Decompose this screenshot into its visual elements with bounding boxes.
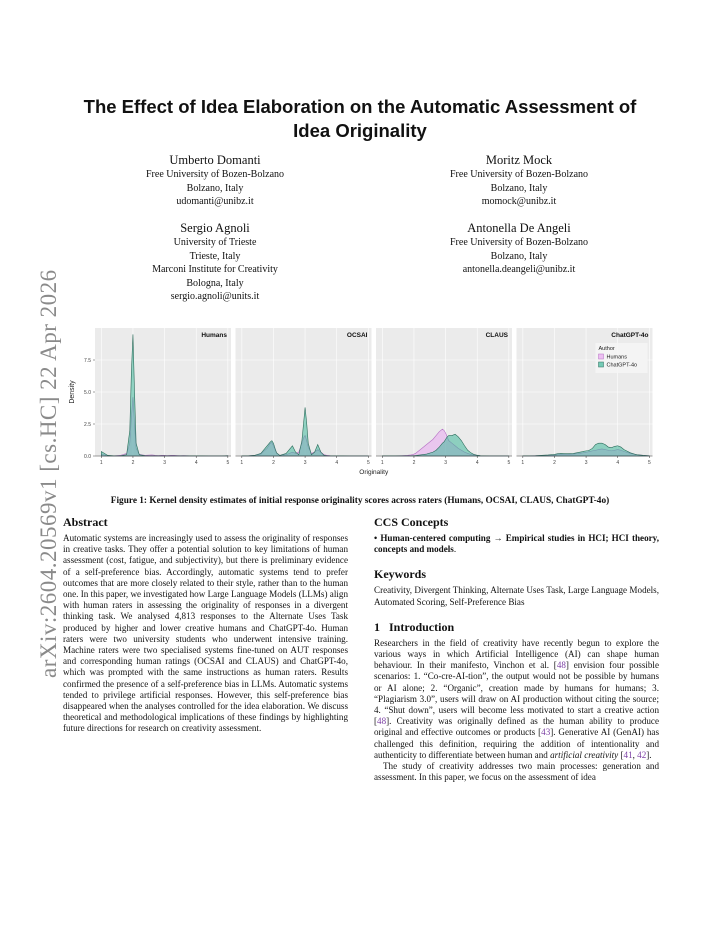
facet-title: CLAUS [485, 332, 508, 339]
author-name: Antonella De Angeli [467, 221, 571, 235]
author-email[interactable]: momock@unibz.it [481, 196, 557, 207]
intro-text: [ [618, 749, 624, 760]
author-location: Trieste, Italy [189, 250, 241, 262]
figure-caption: Figure 1: Kernel density estimates of initial response originality scores across raters (Humans, OCSAI, CLAUS, ChatGPT-4o) [110, 496, 610, 506]
author-name: Sergio Agnoli [180, 221, 250, 235]
legend-entry: Humans [606, 354, 627, 361]
author-email[interactable]: antonella.deangeli@unibz.it [462, 264, 576, 275]
arxiv-sidebar [18, 258, 61, 678]
x-tick-label: 3 [163, 460, 166, 466]
author-email[interactable]: udomanti@unibz.it [176, 196, 254, 207]
right-column [374, 515, 659, 783]
x-tick-label: 3 [584, 460, 588, 466]
y-axis-label: Density [69, 380, 76, 404]
intro-text: ]. [646, 749, 652, 760]
x-tick-label: 2 [412, 460, 416, 466]
y-tick-label: 5.0 [84, 390, 91, 396]
x-tick-label: 4 [194, 460, 198, 466]
facet-title: Humans [201, 332, 227, 339]
intro-text: Researchers in the field of creativity have recently begun to explore the various ways in which Artificial Intelligence (AI) can shape human behaviour. In their manifesto, Vinchon et al. [ [374, 637, 659, 671]
author-email[interactable]: sergio.agnoli@units.it [170, 291, 260, 302]
paper-title [60, 95, 660, 143]
x-tick-label: 1 [99, 460, 103, 466]
intro-text: ]. Generative AI (GenAI) has challenged this definition, requiring the addition of intentionality and authenticity to differentiate between human and [374, 727, 659, 760]
author-location: Bolzano, Italy [490, 250, 548, 262]
ccs-end: . [453, 544, 457, 555]
intro-paragraph-2: The study of creativity addresses two main processes: generation and assessment. In this paper, we focus on the assessment of idea [374, 761, 659, 783]
author-location: Bolzano, Italy [186, 182, 244, 194]
section-number: 1 [374, 619, 380, 634]
legend-swatch [599, 354, 604, 359]
x-tick-label: 5 [366, 460, 370, 466]
intro-text: ]. Creativity was originally defined as the human ability to produce original and effective outcomes or products [ [374, 716, 659, 738]
left-column [63, 515, 348, 735]
abstract-text: Automatic systems are increasingly used to assess the originality of responses in creative tasks. They offer a potential solution to key limitations of human assessment (cost, fatigue, and subjectivity), but there is preliminary evidence of a self-preference bias. Accordingly, automatic systems tend to prefer outcomes that are more closely related to their style, rather than to the human one. In this paper, we investigated how Large Language Models (LLMs) align with human raters in assessing the originality of responses in a divergent thinking task. We analysed 4,813 responses to the Alternate Uses Task produced by higher and lower creative humans and ChatGPT-4o. Human raters were two university students who underwent intensive training. Machine raters were two specialised systems fine-tuned on AUT responses and corresponding human ratings (OCSAI and CLAUS) and ChatGPT-4o, which was prompted with the same instructions as human raters. Results confirmed the presence of a self-preference bias in LLMs. Automatic systems tended to privilege artificial responses. However, this self-preference bias disappeared when the analyses controlled for the idea elaboration. We discuss theoretical and methodological implications of these findings by highlighting future directions for research on creativity assessment. [63, 533, 348, 734]
x-tick-label: 4 [475, 460, 479, 466]
kde-chart [60, 325, 660, 480]
introduction-heading [374, 620, 659, 634]
legend-entry: ChatGPT-4o [606, 362, 638, 369]
legend-title: Author [598, 346, 615, 352]
intro-text: , [632, 749, 638, 760]
keywords-heading: Keywords [374, 567, 426, 582]
author-affiliation-2: Marconi Institute for Creativity [152, 264, 278, 275]
author-block-1 [105, 152, 325, 209]
abstract-heading: Abstract [63, 515, 108, 529]
legend-swatch [599, 362, 604, 367]
x-tick-label: 4 [335, 460, 339, 466]
ccs-heading: CCS Concepts [374, 515, 449, 529]
author-location: Bolzano, Italy [490, 182, 548, 194]
y-tick-label: 0.0 [84, 454, 91, 460]
x-tick-label: 3 [444, 460, 447, 466]
citation-link[interactable]: 48 [377, 716, 387, 727]
x-tick-label: 3 [303, 460, 307, 466]
x-tick-label: 2 [553, 460, 556, 466]
y-tick-label: 7.5 [84, 358, 91, 364]
arxiv-identifier[interactable]: arXiv:2604.20569v1 [cs.HC] 22 Apr 2026 [36, 269, 61, 678]
x-tick-label: 1 [380, 460, 384, 466]
x-axis-label: Originality [359, 469, 389, 476]
section-title: Introduction [389, 619, 455, 634]
paper-title-line-2: Idea Originality [293, 120, 427, 141]
x-tick-label: 1 [240, 460, 244, 466]
x-tick-label: 2 [131, 460, 135, 466]
author-affiliation: Free University of Bozen-Bolzano [449, 169, 589, 180]
keywords-text: Creativity, Divergent Thinking, Alternate Uses Task, Large Language Models, Automated Scoring, Self-Preference Bias [374, 585, 659, 607]
facet-title: ChatGPT-4o [611, 332, 649, 339]
author-block-3 [105, 220, 325, 304]
x-tick-label: 5 [507, 460, 511, 466]
ccs-bullet: • [374, 533, 378, 543]
intro-text: ] envision four possible scenarios: 1. “Co-cre-AI-tion”, the output would not be possible by humans or AI alone; 2. “Organic”, creation made by humans for humans; 3. “Plagiarism 3.0”, users will draw on AI production without citing the source; 4. “Shut down”, users will become less motivated to start a creative action [ [374, 660, 659, 727]
intro-paragraph-1 [374, 638, 659, 761]
author-block-2 [409, 152, 629, 209]
author-affiliation: University of Trieste [173, 237, 257, 248]
kde-figure [60, 325, 660, 480]
x-tick-label: 5 [647, 460, 651, 466]
citation-link[interactable]: 42 [637, 749, 647, 760]
x-tick-label: 2 [272, 460, 275, 466]
citation-link[interactable]: 43 [541, 727, 551, 738]
x-tick-label: 5 [226, 460, 230, 466]
citation-link[interactable]: 48 [556, 660, 566, 671]
facet-title: OCSAI [346, 332, 368, 339]
emphasis-text: artificial creativity [550, 749, 619, 760]
author-affiliation: Free University of Bozen-Bolzano [145, 169, 285, 180]
paper-title-line-1: The Effect of Idea Elaboration on the Automatic Assessment of [83, 96, 637, 117]
y-tick-label: 2.5 [84, 422, 91, 428]
x-tick-label: 1 [521, 460, 525, 466]
author-location-2: Bologna, Italy [186, 277, 244, 289]
ccs-concepts [374, 533, 659, 555]
author-affiliation: Free University of Bozen-Bolzano [449, 237, 589, 248]
citation-link[interactable]: 41 [623, 749, 633, 760]
author-name: Umberto Domanti [169, 153, 261, 167]
x-tick-label: 4 [616, 460, 620, 466]
ccs-concepts-text: Human-centered computing → Empirical studies in HCI; HCI theory, concepts and models [374, 533, 659, 555]
author-block-4 [409, 220, 629, 277]
author-name: Moritz Mock [485, 153, 553, 167]
